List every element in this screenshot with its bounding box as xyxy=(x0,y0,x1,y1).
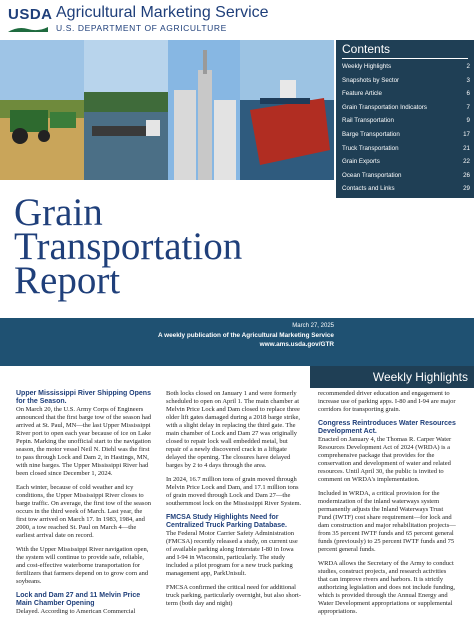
toc-label: Grain Exports xyxy=(342,158,380,166)
paragraph: Both locks closed on January 1 and were formerly scheduled to open on April 1. The main chamber at Melvin Price Lock and Dam closed to replace three older lift gates damaged during a 2018 barge strike, with a slight delay in replacing the third gate. The main chamber of Lock and Dam 27 was originally closed to repair lock wall embedded metal, but repair of a newly discovered crack in a liftgate delayed the opening. The closures have delayed barges by 2 to 4 days through the area. xyxy=(166,390,300,469)
title-line-1: Grain xyxy=(14,191,103,234)
toc-page: 29 xyxy=(463,185,470,193)
section-heading: Congress Reintroduces Water Resources Development Act. xyxy=(318,420,456,435)
weekly-highlights-heading: Weekly Highlights xyxy=(310,366,474,388)
section-heading: Upper Mississippi River Shipping Opens for the Season. xyxy=(16,390,151,405)
toc-page: 22 xyxy=(463,158,470,166)
toc-label: Contacts and Links xyxy=(342,185,395,193)
highlights-column-2 xyxy=(166,390,304,614)
paragraph: With the Upper Mississippi River navigation open, the system will continue to provide safe, reliable, and cost-effective waterborne transportation for fertilizers that farmers depend on to grow corn and soybeans. xyxy=(16,546,149,585)
department-name: U.S. DEPARTMENT OF AGRICULTURE xyxy=(56,23,227,33)
paragraph: FMCSA confirmed the critical need for additional truck parking, particularly overnight, but also short-term (both day and night) xyxy=(166,584,302,607)
title-line-2: Transportation xyxy=(14,225,243,268)
toc-page: 2 xyxy=(466,63,470,70)
paragraph: Delayed. According to American Commercial xyxy=(16,608,136,615)
contents-panel xyxy=(336,40,474,198)
toc-page: 21 xyxy=(463,144,470,152)
table-of-contents xyxy=(342,60,470,196)
toc-page: 17 xyxy=(463,130,470,138)
section-heading: FMCSA Study Highlights Need for Centralized Truck Parking Database. xyxy=(166,514,287,529)
grain-elevator-photo xyxy=(168,40,240,180)
paragraph: Included in WRDA, a critical provision for the modernization of the inland waterways system permanently adjusts the Inland Waterways Trust Fund (IWTF) cost share requirement—for lock and dam construction and major rehabilitation projects—from 35 percent IWTF funds and 65 percent general funds (previously) to 25 percent IWTF funds and 75 percent general funds. xyxy=(318,490,456,553)
toc-label: Snapshots by Sector xyxy=(342,76,400,84)
toc-label: Truck Transportation xyxy=(342,144,399,152)
toc-label: Ocean Transportation xyxy=(342,171,402,179)
toc-item[interactable] xyxy=(342,87,470,101)
usda-hill-icon xyxy=(8,26,48,32)
toc-item[interactable] xyxy=(342,114,470,128)
cover-photos xyxy=(0,40,334,180)
usda-logo-text: USDA xyxy=(8,6,53,23)
paragraph: On March 20, the U.S. Army Corps of Engineers announced that the first barge tow of the season had arrived at St. Paul, MN—the last Upper Mississippi River port to open each year because of ice on Lake Pepin. Marking the unofficial start to the navigation season, the motor vessel Neil N. Diehl was the first to pass through Lock and Dam 2, in Hastings, MN, with nine barges. The Upper Mississippi River had been closed since December 1, 2024. xyxy=(16,406,152,477)
highlights-column-1 xyxy=(16,390,154,622)
toc-label: Feature Article xyxy=(342,90,382,98)
publication-tagline: A weekly publication of the Agricultural Marketing Service xyxy=(157,332,334,339)
agency-name: Agricultural Marketing Service xyxy=(56,4,269,21)
report-title xyxy=(14,191,243,302)
toc-label: Barge Transportation xyxy=(342,130,400,138)
toc-label: Weekly Highlights xyxy=(342,63,392,70)
toc-page: 6 xyxy=(466,90,470,98)
toc-page: 7 xyxy=(466,103,470,111)
paragraph: The Federal Motor Carrier Safety Administration (FMCSA) recently released a study, on current use of available parking along Interstate I-80 in Iowa and I-94 in Wisconsin, particularly. The study included a pilot program for a new truck parking management app, ParkUnisult. xyxy=(166,530,298,577)
publication-info xyxy=(158,322,334,349)
paragraph: recommended driver education and engagement to increase use of parking apps. I-80 and I-94 are major corridors for transporting grain. xyxy=(318,390,456,413)
toc-item[interactable] xyxy=(342,101,470,115)
contents-heading: Contents xyxy=(342,42,391,56)
harvest-photo xyxy=(0,40,84,180)
toc-page: 26 xyxy=(463,171,470,179)
toc-label: Grain Transportation Indicators xyxy=(342,103,427,111)
cargo-ship-photo xyxy=(240,40,334,180)
contents-divider xyxy=(342,58,468,59)
toc-item[interactable] xyxy=(342,74,470,88)
toc-page: 9 xyxy=(466,117,470,125)
toc-item[interactable] xyxy=(342,155,470,169)
toc-item[interactable] xyxy=(342,128,470,142)
section-heading: Lock and Dam 27 and 11 Melvin Price Main Chamber Opening xyxy=(16,592,141,607)
barge-river-photo xyxy=(84,40,168,180)
toc-item[interactable] xyxy=(342,169,470,183)
paragraph: Each winter, because of cold weather and icy conditions, the Upper Mississippi River closes to barge traffic. On average, the first tow of the season occurs in the third week of March. Last year, the first tow arrived on March 17. In 1983, 1984, and 2000, a tow reached St. Paul on March 4—the earliest arrival date on record. xyxy=(16,484,151,539)
title-line-3: Report xyxy=(14,259,121,302)
toc-item[interactable] xyxy=(342,182,470,196)
report-header xyxy=(0,0,474,38)
toc-label: Rail Transportation xyxy=(342,117,394,125)
toc-item[interactable] xyxy=(342,60,470,74)
toc-item[interactable] xyxy=(342,142,470,156)
toc-page: 3 xyxy=(466,76,470,84)
highlights-column-3 xyxy=(318,390,456,622)
paragraph: Enacted on January 4, the Thomas R. Carper Water Resources Development Act of 2024 (WRDA) is a comprehensive package that provides for the conservation and development of water and related resources. Until April 30, the public is invited to comment on WRDA's implementation. xyxy=(318,436,452,483)
paragraph: WRDA allows the Secretary of the Army to conduct studies, construct projects, and research activities that can improve rivers and harbors. It is strictly authorizing legislation and does not include funding, which is provided through the Annual Energy and Water Development appropriations or supplemental appropriations. xyxy=(318,560,456,615)
paragraph: In 2024, 16.7 million tons of grain moved through Melvin Price Lock and Dam, and 17.1 million tons of grain moved through Lock and Dam 27—the southernmost lock on the Mississippi River System. xyxy=(166,476,302,507)
publication-url[interactable]: www.ams.usda.gov/GTR xyxy=(259,341,334,348)
usda-logo xyxy=(8,6,53,34)
publication-date: March 27, 2025 xyxy=(292,323,334,329)
